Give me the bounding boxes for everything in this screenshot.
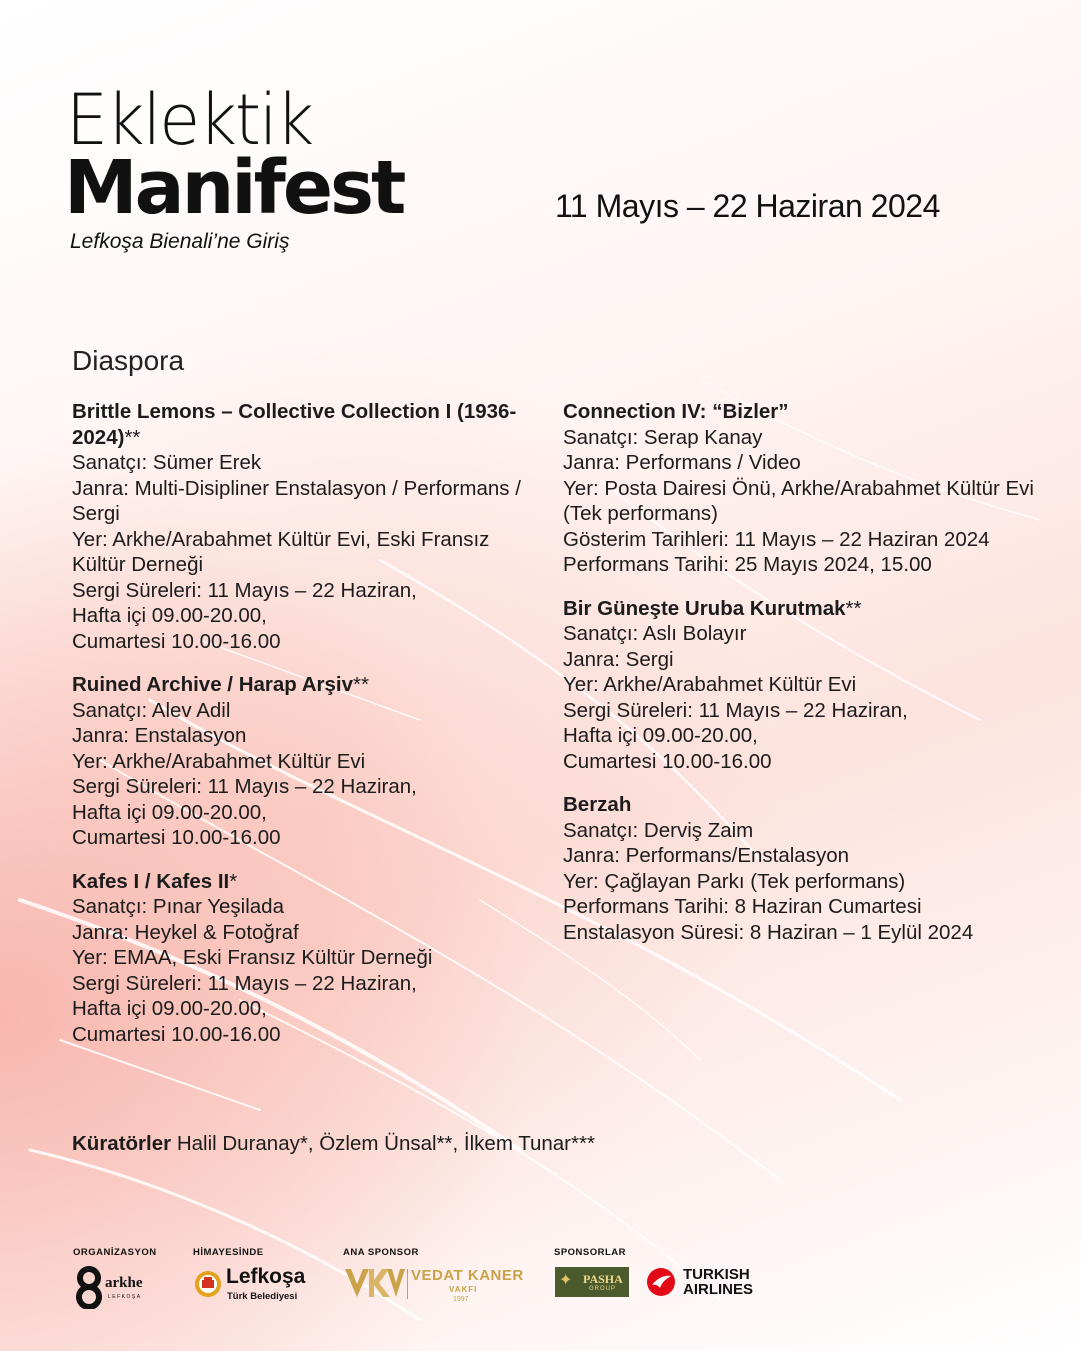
work-title: Connection IV: “Bizler” <box>563 400 789 423</box>
work-berzah <box>563 792 1063 945</box>
work-mark: ** <box>124 425 141 449</box>
work-line: Janra: Heykel & Fotoğraf <box>72 920 299 944</box>
subtitle: Lefkoşa Bienali’ne Giriş <box>70 230 290 253</box>
event-dates: 11 Mayıs – 22 Haziran 2024 <box>555 188 940 224</box>
lefkosa-wordmark: Lefkoşa <box>226 1265 306 1288</box>
work-line: Janra: Multi-Disipliner Enstalasyon / Performans / Sergi <box>72 476 521 525</box>
work-line: Sanatçı: Alev Adil <box>72 698 231 722</box>
curators-label: Küratörler <box>72 1132 172 1155</box>
work-mark: * <box>229 869 238 893</box>
sponsor-strip <box>0 1247 1081 1317</box>
lefkosa-sub: Türk Belediyesi <box>227 1291 298 1302</box>
work-line: Yer: EMAA, Eski Fransız Kültür Derneği <box>72 946 433 969</box>
work-line: Yer: Arkhe/Arabahmet Kültür Evi <box>563 673 857 696</box>
arkhe-wordmark: arkhe <box>105 1275 143 1291</box>
work-line: Janra: Performans/Enstalasyon <box>563 844 849 867</box>
work-line: Cumartesi 10.00-16.00 <box>563 749 772 773</box>
work-line: Janra: Enstalasyon <box>72 724 247 747</box>
lefkosa-logo <box>193 1265 323 1305</box>
municipality-emblem-icon <box>193 1269 223 1299</box>
work-line: Sergi Süreleri: 11 Mayıs – 22 Haziran, <box>563 698 908 722</box>
work-line: Hafta içi 09.00-20.00, <box>72 800 267 824</box>
work-line: Janra: Performans / Video <box>563 451 801 474</box>
turkish-airlines-logo <box>646 1267 766 1299</box>
work-line: Cumartesi 10.00-16.00 <box>72 629 281 653</box>
vk-monogram-icon <box>343 1267 405 1299</box>
work-ruined-archive <box>72 672 532 851</box>
work-line: Sanatçı: Pınar Yeşilada <box>72 895 284 918</box>
vedat-wordmark: VEDAT KANER <box>411 1267 524 1284</box>
work-mark: ** <box>845 596 862 620</box>
arkhe-sub: LEFKOŞA <box>108 1294 142 1300</box>
work-line: Sergi Süreleri: 11 Mayıs – 22 Haziran, <box>72 971 417 995</box>
work-bir-guneste <box>563 596 1063 775</box>
work-line: Janra: Sergi <box>563 647 674 671</box>
sponsors-label: SPONSORLAR <box>554 1247 627 1258</box>
vedat-sub: VAKFI <box>449 1285 478 1294</box>
vedat-divider <box>407 1269 408 1299</box>
work-line: Performans Tarihi: 25 Mayıs 2024, 15.00 <box>563 553 932 576</box>
work-line: Yer: Arkhe/Arabahmet Kültür Evi <box>72 749 366 773</box>
curators-names: Halil Duranay*, Özlem Ünsal**, İlkem Tunar*** <box>176 1132 595 1155</box>
arkhe-logo <box>71 1265 161 1311</box>
work-line: Hafta içi 09.00-20.00, <box>563 724 758 747</box>
work-line: Sergi Süreleri: 11 Mayıs – 22 Haziran, <box>72 775 417 798</box>
work-line: Sanatçı: Derviş Zaim <box>563 818 754 842</box>
work-line: Sanatçı: Aslı Bolayır <box>563 622 747 645</box>
work-title: Kafes I / Kafes II <box>72 869 230 893</box>
pasha-logo <box>555 1267 629 1297</box>
work-line: Sanatçı: Serap Kanay <box>563 425 763 449</box>
turkish-line2: AIRLINES <box>683 1281 754 1298</box>
work-title: Berzah <box>563 793 632 816</box>
right-column <box>563 399 1063 963</box>
work-connection-iv <box>563 399 1063 578</box>
work-brittle-lemons <box>72 399 532 654</box>
work-mark: ** <box>353 673 369 696</box>
vedat-kaner-logo <box>343 1265 533 1309</box>
work-line: Hafta içi 09.00-20.00, <box>72 604 267 627</box>
star-icon: ✦ <box>559 1270 573 1289</box>
work-line: Gösterim Tarihleri: 11 Mayıs – 22 Haziran 2024 <box>563 527 990 551</box>
work-title: Ruined Archive / Harap Arşiv <box>72 673 354 696</box>
turkish-line1: TURKISH <box>683 1266 750 1283</box>
pasha-sub: GROUP <box>589 1286 617 1292</box>
work-line: Sanatçı: Sümer Erek <box>72 451 262 474</box>
organizer-label: ORGANİZASYON <box>73 1247 157 1258</box>
pasha-wordmark: PASHA <box>583 1272 623 1286</box>
work-kafes <box>72 869 532 1048</box>
work-line: Enstalasyon Süresi: 8 Haziran – 1 Eylül 2024 <box>563 920 974 944</box>
work-line: Cumartesi 10.00-16.00 <box>72 826 281 849</box>
main-sponsor-label: ANA SPONSOR <box>343 1247 419 1258</box>
work-line: Performans Tarihi: 8 Haziran Cumartesi <box>563 895 922 918</box>
work-title: Brittle Lemons – Collective Collection I (1936- 2024) <box>72 400 517 449</box>
work-line: Yer: Posta Dairesi Önü, Arkhe/Arabahmet Kültür Evi (Tek performans) <box>563 476 1034 525</box>
work-line: Yer: Çağlayan Parkı (Tek performans) <box>563 869 906 893</box>
title-manifest: Manifest <box>64 145 404 231</box>
work-title: Bir Güneşte Uruba Kurutmak <box>563 596 846 620</box>
section-title: Diaspora <box>72 345 185 376</box>
patron-label: HİMAYESİNDE <box>193 1247 264 1258</box>
title-eklektik: Eklektik <box>66 79 313 161</box>
work-line: Cumartesi 10.00-16.00 <box>72 1022 281 1046</box>
work-line: Hafta içi 09.00-20.00, <box>72 997 267 1020</box>
left-column <box>72 399 532 1065</box>
curators <box>72 1131 595 1157</box>
vedat-year: 1997 <box>453 1296 469 1303</box>
work-line: Sergi Süreleri: 11 Mayıs – 22 Haziran, <box>72 578 417 602</box>
turkish-airlines-bird-icon <box>646 1267 676 1297</box>
work-line: Yer: Arkhe/Arabahmet Kültür Evi, Eski Fransız Kültür Derneği <box>72 527 490 576</box>
